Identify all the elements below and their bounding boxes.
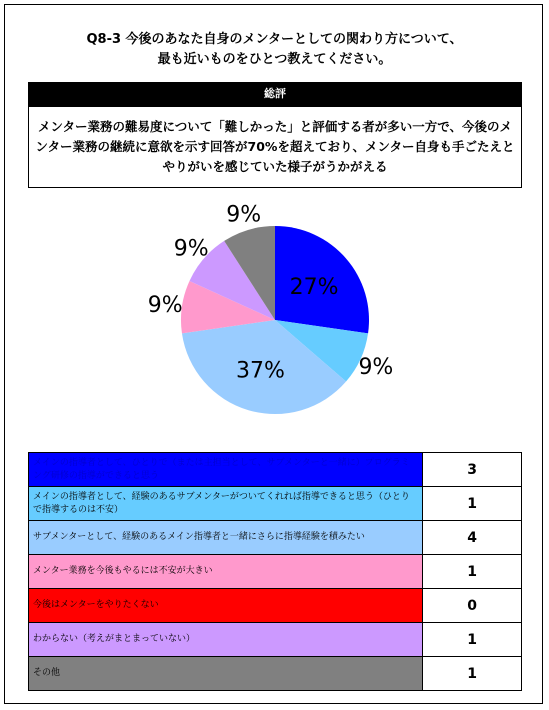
pie-label-2: 9% bbox=[358, 355, 394, 381]
answer-row bbox=[29, 657, 522, 691]
answer-label: メンター業務を今後もやるには不安が大きい bbox=[29, 555, 423, 589]
answer-count: 0 bbox=[423, 589, 522, 623]
answer-table bbox=[28, 452, 522, 691]
answer-count: 1 bbox=[423, 487, 522, 521]
answer-label: 今後はメンターをやりたくない bbox=[29, 589, 423, 623]
answer-row bbox=[29, 521, 522, 555]
answer-label: サブメンターとして、経験のあるメイン指導者と一緒にさらに指導経験を積みたい bbox=[29, 521, 423, 555]
pie-label-4: 9% bbox=[147, 293, 183, 319]
pie-label-1: 27% bbox=[289, 275, 339, 301]
answer-row bbox=[29, 453, 522, 487]
summary-text: メンター業務の難易度について「難しかった」と評価する者が多い一方で、今後のメンター業務の継続に意欲を示す回答が70%を超えており、メンター自身も手ごたえとやりがいを感じていた様子がうかがえる bbox=[28, 106, 522, 188]
answer-count: 3 bbox=[423, 453, 522, 487]
pie-label-3: 37% bbox=[235, 358, 285, 384]
answer-count: 1 bbox=[423, 657, 522, 691]
answer-label: メインの指導者として、ひとりで（または主担当として、サブメンターと一緒に）プログラミング研修の指導ができると思う bbox=[29, 453, 423, 487]
question-title-line1: Q8-3 今後のあなた自身のメンターとしての関わり方について、 bbox=[86, 32, 463, 47]
answer-label: メインの指導者として、経験のあるサブメンターがついてくれれば指導できると思う（ひとりで指導するのは不安） bbox=[29, 487, 423, 521]
answer-count: 1 bbox=[423, 623, 522, 657]
question-title-line2: 最も近いものをひとつ教えてください。 bbox=[157, 52, 392, 67]
answer-row bbox=[29, 623, 522, 657]
summary-heading: 総評 bbox=[28, 82, 522, 106]
answer-count: 4 bbox=[423, 521, 522, 555]
answer-row bbox=[29, 555, 522, 589]
answer-label: その他 bbox=[29, 657, 423, 691]
pie-label-7: 9% bbox=[226, 202, 262, 228]
pie-label-6: 9% bbox=[173, 236, 209, 262]
answer-count: 1 bbox=[423, 555, 522, 589]
answer-label: わからない（考えがまとまっていない） bbox=[29, 623, 423, 657]
answer-row bbox=[29, 487, 522, 521]
question-title bbox=[0, 30, 549, 70]
answer-row bbox=[29, 589, 522, 623]
pie-chart bbox=[130, 200, 420, 440]
